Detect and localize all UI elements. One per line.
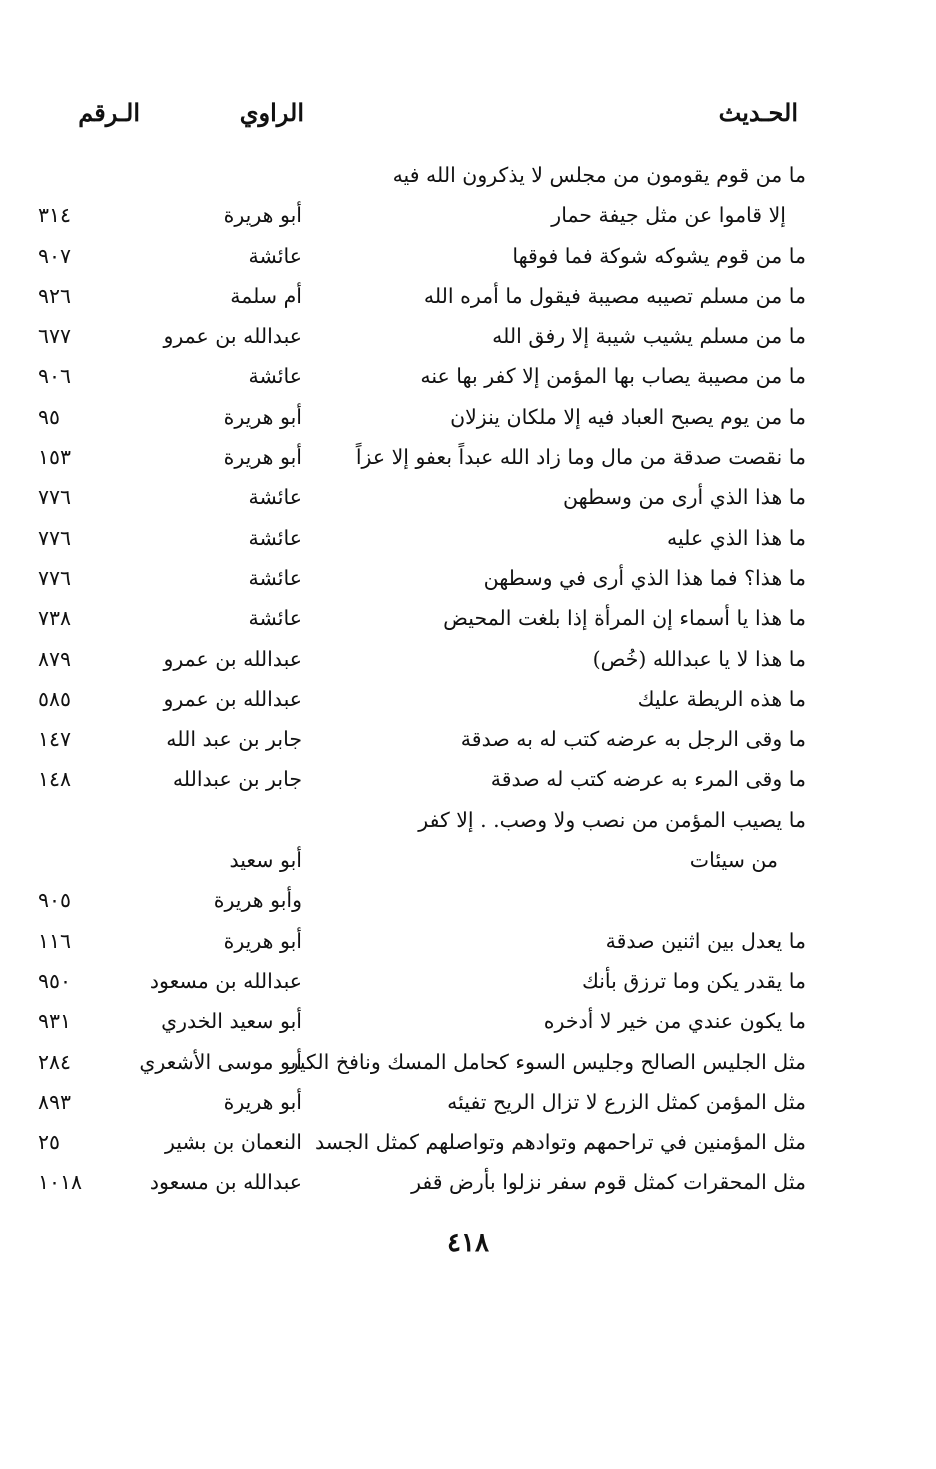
narrator: عائشة bbox=[248, 565, 302, 590]
table-row bbox=[0, 155, 936, 195]
hadith-list bbox=[0, 155, 936, 1203]
hadith-number: ١٠١٨ bbox=[38, 1170, 83, 1195]
hadith-number: ٩٠٥ bbox=[38, 888, 72, 913]
table-row bbox=[0, 397, 936, 437]
narrator: عائشة bbox=[248, 364, 302, 389]
narrator: أبو سعيد الخدري bbox=[161, 1009, 302, 1034]
hadith-text: ما من مسلم تصيبه مصيبة فيقول ما أمره الله bbox=[423, 283, 806, 308]
hadith-number: ٧٧٦ bbox=[38, 485, 72, 510]
table-row bbox=[0, 518, 936, 558]
table-row bbox=[0, 679, 936, 719]
hadith-text: ما من مسلم يشيب شيبة إلا رفق الله bbox=[492, 324, 806, 349]
narrator: عبدالله بن عمرو bbox=[163, 646, 302, 671]
hadith-number: ١١٦ bbox=[38, 928, 72, 953]
hadith-text: ما هذا الذي أرى من وسطهن bbox=[563, 485, 806, 510]
table-row bbox=[0, 639, 936, 679]
hadith-number: ٣١٤ bbox=[38, 203, 72, 228]
hadith-text: ما من قوم يقومون من مجلس لا يذكرون الله فيه bbox=[392, 163, 806, 187]
narrator: النعمان بن بشير bbox=[164, 1130, 302, 1155]
table-row bbox=[0, 1082, 936, 1122]
table-row bbox=[0, 800, 936, 840]
narrator: أبو هريرة bbox=[223, 928, 302, 953]
hadith-text: مثل المؤمن كمثل الزرع لا تزال الريح تفيئه bbox=[447, 1089, 806, 1114]
hadith-number: ١٤٨ bbox=[38, 767, 72, 792]
table-header bbox=[0, 98, 936, 138]
narrator: عبدالله بن مسعود bbox=[149, 1170, 302, 1195]
narrator: عائشة bbox=[248, 485, 302, 510]
hadith-text: ما يكون عندي من خير لا أدخره bbox=[543, 1009, 806, 1034]
hadith-number: ٨٩٣ bbox=[38, 1089, 72, 1114]
hadith-number: ١٤٧ bbox=[38, 727, 72, 752]
hadith-text: ما من مصيبة يصاب بها المؤمن إلا كفر بها عنه bbox=[420, 364, 806, 389]
table-row bbox=[0, 1122, 936, 1162]
table-row bbox=[0, 316, 936, 356]
narrator: أبو هريرة bbox=[223, 404, 302, 429]
table-row bbox=[0, 1001, 936, 1041]
hadith-text: ما هذا؟ فما هذا الذي أرى في وسطهن bbox=[483, 565, 806, 590]
header-narrator: الراوي bbox=[239, 98, 304, 127]
hadith-number: ٢٨٤ bbox=[38, 1049, 72, 1074]
hadith-number: ٧٣٨ bbox=[38, 606, 72, 631]
hadith-text: مثل المؤمنين في تراحمهم وتوادهم وتواصلهم كمثل الجسد bbox=[314, 1130, 806, 1155]
hadith-text: من سيئات bbox=[689, 848, 778, 873]
hadith-text: ما من قوم يشوكه شوكة فما فوقها bbox=[512, 243, 806, 268]
narrator: أبو هريرة bbox=[223, 203, 302, 228]
narrator: وأبو هريرة bbox=[213, 888, 302, 913]
table-row bbox=[0, 921, 936, 961]
table-row bbox=[0, 477, 936, 517]
hadith-number: ٢٥ bbox=[38, 1130, 61, 1155]
hadith-number: ٧٧٦ bbox=[38, 565, 72, 590]
table-row bbox=[0, 437, 936, 477]
hadith-number: ٩٢٦ bbox=[38, 283, 72, 308]
narrator: عائشة bbox=[248, 243, 302, 268]
table-row bbox=[0, 880, 936, 920]
hadith-number: ٩٥٠ bbox=[38, 968, 72, 993]
narrator: أبو هريرة bbox=[223, 1089, 302, 1114]
hadith-text: ما وقى الرجل به عرضه كتب له به صدقة bbox=[460, 727, 806, 752]
hadith-text: ما يعدل بين اثنين صدقة bbox=[605, 928, 806, 953]
hadith-number: ٩٣١ bbox=[38, 1009, 72, 1034]
narrator: جابر بن عبد الله bbox=[166, 727, 302, 752]
hadith-text: ما هذا يا أسماء إن المرأة إذا بلغت المحيض bbox=[443, 606, 806, 631]
table-row bbox=[0, 558, 936, 598]
hadith-text: ما يقدر يكن وما ترزق بأنك bbox=[581, 968, 806, 993]
table-row bbox=[0, 195, 936, 235]
table-row bbox=[0, 759, 936, 799]
table-row bbox=[0, 356, 936, 396]
header-hadith: الحـديث bbox=[718, 98, 798, 127]
table-row bbox=[0, 840, 936, 880]
hadith-number: ٨٧٩ bbox=[38, 646, 72, 671]
hadith-number: ٦٧٧ bbox=[38, 324, 72, 349]
narrator: أبو هريرة bbox=[223, 445, 302, 470]
hadith-text: ما يصيب المؤمن من نصب ولا وصب. . إلا كفر bbox=[418, 807, 806, 832]
table-row bbox=[0, 598, 936, 638]
narrator: جابر بن عبدالله bbox=[172, 767, 302, 792]
narrator: عبدالله بن مسعود bbox=[149, 968, 302, 993]
hadith-text: ما هذا لا يا عبدالله (خُص) bbox=[592, 646, 806, 671]
hadith-text: ما وقى المرء به عرضه كتب له صدقة bbox=[490, 767, 806, 792]
hadith-text: ما هذا الذي عليه bbox=[667, 525, 806, 550]
table-row bbox=[0, 1042, 936, 1082]
narrator: عبدالله بن عمرو bbox=[163, 686, 302, 711]
hadith-text: إلا قاموا عن مثل جيفة حمار bbox=[551, 203, 786, 228]
page-number: ٤١٨ bbox=[447, 1228, 489, 1258]
table-row bbox=[0, 276, 936, 316]
narrator: عبدالله بن عمرو bbox=[163, 324, 302, 349]
hadith-number: ٩٥ bbox=[38, 404, 61, 429]
table-row bbox=[0, 236, 936, 276]
narrator: أبو سعيد bbox=[229, 848, 302, 873]
table-row bbox=[0, 1162, 936, 1202]
narrator: أم سلمة bbox=[230, 283, 302, 308]
table-row bbox=[0, 719, 936, 759]
table-row bbox=[0, 961, 936, 1001]
hadith-text: مثل الجليس الصالح وجليس السوء كحامل المسك ونافخ الكير bbox=[288, 1049, 806, 1074]
hadith-number: ٥٨٥ bbox=[38, 686, 72, 711]
narrator: أبو موسى الأشعري bbox=[139, 1049, 302, 1074]
hadith-text: مثل المحقرات كمثل قوم سفر نزلوا بأرض قفر bbox=[411, 1170, 806, 1195]
hadith-number: ١٥٣ bbox=[38, 445, 72, 470]
hadith-number: ٩٠٧ bbox=[38, 243, 72, 268]
hadith-text: ما نقصت صدقة من مال وما زاد الله عبداً بعفو إلا عزاً bbox=[355, 445, 806, 470]
hadith-number: ٧٧٦ bbox=[38, 525, 72, 550]
narrator: عائشة bbox=[248, 606, 302, 631]
hadith-text: ما هذه الريطة عليك bbox=[637, 686, 806, 711]
narrator: عائشة bbox=[248, 525, 302, 550]
hadith-number: ٩٠٦ bbox=[38, 364, 72, 389]
header-number: الـرقم bbox=[78, 98, 140, 127]
hadith-text: ما من يوم يصبح العباد فيه إلا ملكان ينزلان bbox=[450, 404, 806, 429]
